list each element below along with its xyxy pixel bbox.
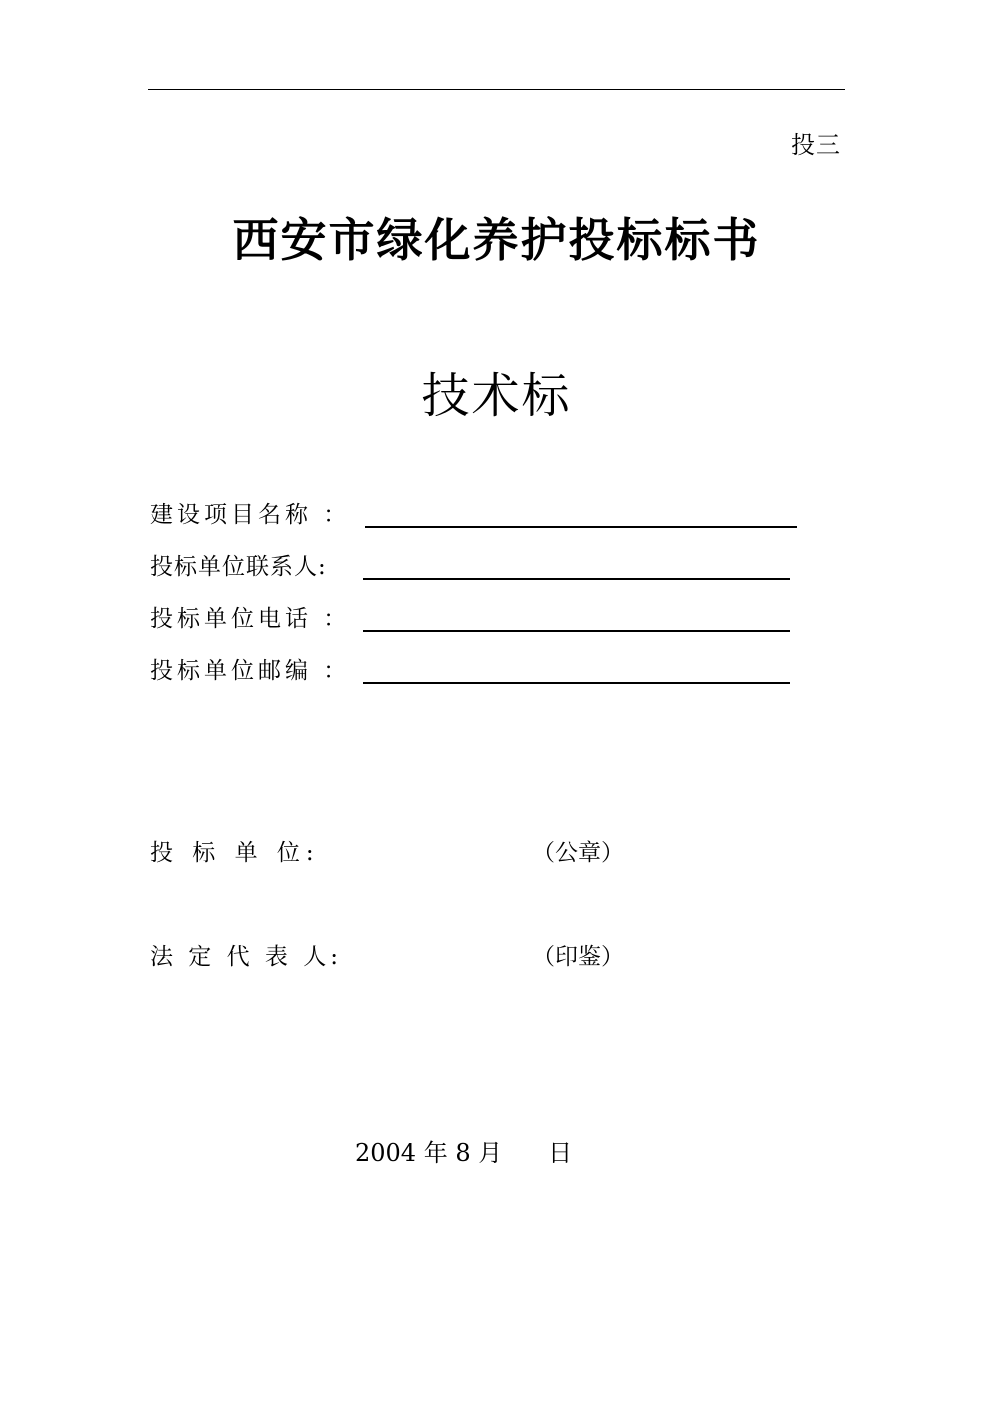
sign-label-bidder: 投 标 单 位: bbox=[150, 840, 320, 866]
sign-label-legal-rep: 法 定 代 表 人: bbox=[150, 944, 342, 970]
date-month-unit: 月 bbox=[478, 1139, 503, 1167]
field-line-postcode bbox=[363, 682, 790, 684]
date-month: 8 bbox=[455, 1139, 471, 1167]
field-line-phone bbox=[363, 630, 790, 632]
field-label-phone: 投标单位电话 ： bbox=[150, 606, 351, 632]
date-day-unit: 日 bbox=[548, 1139, 573, 1167]
header-rule bbox=[148, 89, 845, 90]
field-label-project-name: 建设项目名称 ： bbox=[150, 502, 351, 528]
document-tag: 投三 bbox=[791, 131, 841, 159]
sign-note-personal-seal: （印鉴） bbox=[532, 944, 624, 970]
document-subtitle: 技术标 bbox=[421, 368, 572, 424]
field-line-contact-person bbox=[363, 578, 790, 580]
sign-note-official-seal: （公章） bbox=[532, 840, 624, 866]
date-year: 2004 bbox=[355, 1139, 417, 1167]
field-label-contact-person: 投标单位联系人: bbox=[150, 554, 327, 580]
document-title: 西安市绿化养护投标标书 bbox=[232, 213, 761, 267]
document-date bbox=[355, 1138, 572, 1168]
field-label-postcode: 投标单位邮编 ： bbox=[150, 658, 351, 684]
date-year-unit: 年 bbox=[423, 1139, 448, 1167]
field-line-project-name bbox=[365, 526, 797, 528]
